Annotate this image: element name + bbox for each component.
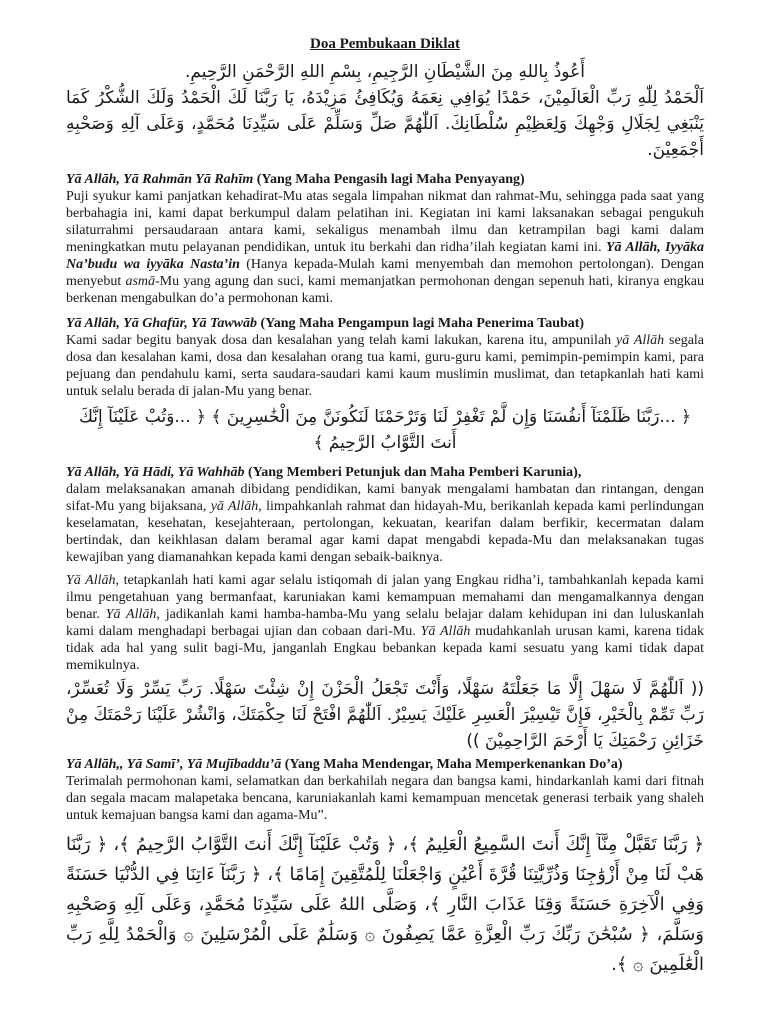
s4-text-2: , tetapkanlah hati kami agar selalu istiqomah di jalan yang Engkau ridha’i, tambahkanlah kepada kami ilmu pengetahuan yang bermanfaat, karuniakan kami kemampuan memahami dan mengamalkannya dengan benar. [66, 573, 705, 622]
s4-text-6: mudahkanlah urusan kami, karena tidak tidak ada hal yang sulit bagi-Mu, janganlah Engkau bebankan kepada kami sesuatu yang kami tidak dapat memikulnya. [66, 624, 704, 673]
arabic-opening-hamdalah: اَلْحَمْدُ لِلّٰهِ رَبِّ الْعَالَمِيْنَ، حَمْدًا يُوَافِي نِعَمَهُ وَيُكَافِئُ مَزِيْدَهُ، يَا رَبَّنَا لَكَ الْحَمْدُ وَلَكَ الشُّكْرُ كَمَا يَنْبَغِي لِجَلَالِ وَجْهِكَ وَلِعَظِيْمِ سُلْطَانِكَ. اَللّٰهُمَّ صَلِّ وَسَلِّمْ عَلَى سَيِّدِنَا مُحَمَّدٍ، وَعَلَى آلِهِ وَصَحْبِهِ أَجْمَعِيْنَ. [66, 88, 704, 160]
s3-text-3: , limpahkanlah rahmat dan hidayah-Mu, berikanlah kepada kami perlindungan keselamatan, kesehatan, kesejahteraan, pertolongan, kekuatan, kearifan dalam berfikir, kecermatan dalam bertindak, dan keikhlasan dalam beramal agar kami dapat mengabdi kepada-Mu dan melaksanakan tugas kewajiban yang diamanahkan kepada kami dengan sebaik-baiknya. [66, 499, 704, 565]
section-heading-5-rest: (Yang Maha Mendengar, Maha Memperkenankan Do’a) [281, 757, 623, 772]
section-heading-2-rest: (Yang Maha Pengampun lagi Maha Penerima Taubat) [257, 316, 585, 331]
section-paragraph-5: Terimalah permohonan kami, selamatkan dan berkahilah negara dan bangsa kami, hindarkanlah kami dari fitnah dan segala macam malapetaka bencana, karuniakanlah kami kemampuan mencetak generasi terbaik yang shaleh untuk kemajuan bangsa kami dan agama-Mu”. [66, 774, 704, 823]
section-heading-5-italic: Yā Allāh,, Yā Samī’, Yā Mujībaddu’ā [66, 757, 282, 772]
section-paragraph-2 [66, 332, 704, 400]
section-heading-2-italic: Yā Allāh, Yā Ghafūr, Yā Tawwāb [66, 316, 257, 331]
s1-text-5: -Mu yang agung dan suci, kami memanjatkan permohonan dengan sepenuh hati, kiranya engkau berkenan mengabulkan do’a permohonan kami. [66, 274, 704, 306]
section-paragraph-4 [66, 572, 704, 674]
s1-text-1: Puji syukur kami panjatkan kehadirat-Mu atas segala limpahan nikmat dan rahmat-Mu, sehingga pada saat yang berbahagia ini, kami dapat berkumpul dalam pelatihan ini. Kegiatan ini kami laksanakan sebagai pengukuh silaturrahmi persaudaraan antara kami, sekaligus menambah ilmu dan ketrampilan bagi kami dalam meningkatkan mutu pelayanan pendidikan, untuk itu berkahi dan ridha’ilah kegiatan kami ini. [66, 189, 704, 255]
section-heading-1-italic: Yā Allāh, Yā Rahmān Yā Rahīm [66, 172, 254, 187]
section-heading-5 [66, 756, 704, 773]
s3-text-1: dalam melaksanakan amanah dibidang pendidikan, kami banyak mengalami hambatan dan rintangan, dengan sifat-Mu yang bijaksana, [66, 482, 704, 514]
arabic-closing-prayer: ﴿ رَبَّنَا تَقَبَّلْ مِنَّآ إِنَّكَ أَنتَ السَّمِيعُ الْعَلِيمُ ﴾، ﴿ وَتُبْ عَلَيْنَآ إِنَّكَ أَنتَ التَّوَّابُ الرَّحِيمُ ﴾، ﴿ رَبَّنَا هَبْ لَنَا مِنْ أَزْوَٰجِنَا وَذُرِّيَّٰتِنَا قُرَّةَ أَعْيُنٍ وَاجْعَلْنَا لِلْمُتَّقِينَ إِمَامًا ﴾، ﴿ رَبَّنَآ ءَاتِنَا فِي الدُّنْيَا حَسَنَةً وَفِي الْآخِرَةِ حَسَنَةً وَقِنَا عَذَابَ النَّارِ ﴾، وَصَلَّى اللهُ عَلَى سَيِّدِنَا مُحَمَّدٍ، وَعَلَى آلِهِ وَصَحْبِهِ وَسَلَّمَ، ﴿ سُبْحَٰنَ رَبِّكَ رَبِّ الْعِزَّةِ عَمَّا يَصِفُونَ ۞ وَسَلَٰمٌ عَلَى الْمُرْسَلِينَ ۞ وَالْحَمْدُ لِلَّهِ رَبِّ الْعَٰلَمِينَ ۞ ﴾. [66, 834, 704, 975]
arabic-opening-taawudz: أَعُوذُ بِاللهِ مِنَ الشَّيْطَانِ الرَّجِيمِ، بِسْمِ اللهِ الرَّحْمَنِ الرَّحِيمِ. [185, 62, 585, 82]
section-heading-2 [66, 315, 704, 332]
section-heading-3 [66, 464, 704, 481]
s3-text-2: yā Allāh [210, 499, 259, 514]
arabic-verse-taubat: ﴿ ...رَبَّنَا ظَلَمْنَآ أَنفُسَنَا وَإِن لَّمْ تَغْفِرْ لَنَا وَتَرْحَمْنَا لَنَكُونَنَّ مِنَ الْخَٰسِرِينَ ﴾ ﴿ ...وَتُبْ عَلَيْنَآ إِنَّكَ أَنتَ التَّوَّابُ الرَّحِيمُ ﴾ [78, 407, 692, 453]
s4-text-5: Yā Allāh [420, 624, 471, 639]
s4-text-4: , jadikanlah kami hamba-hamba-Mu yang selalu belajar dalam kehidupan ini dan luluskanlah kami dalam menghadapi berbagai ujian dan cobaan dari-Mu. [66, 607, 704, 639]
s1-text-4: asmā [125, 274, 155, 289]
section-heading-3-rest: (Yang Memberi Petunjuk dan Maha Pemberi Karunia), [244, 465, 582, 480]
s4-text-3: Yā Allāh [105, 607, 157, 622]
document-page [66, 36, 704, 980]
s2-text-2: yā Allāh [616, 333, 665, 348]
s2-text-3: segala dosa dan kesalahan kami, dosa dan kesalahan orang tua kami, guru-guru kami, pemimpin-pemimpin kami, para pejuang dan pendahulu kami, serta saudara-saudari kami kaum muslimin muslimat, dan tetapkanlah hati kami untuk selalu berada di jalan-Mu yang benar. [66, 333, 705, 399]
s1-text-3: (Hanya kepada-Mulah kami menyembah dan memohon pertolongan). Dengan menyebut [66, 257, 704, 289]
section-heading-3-italic: Yā Allāh, Yā Hādi, Yā Wahhāb [66, 465, 245, 480]
section-paragraph-3 [66, 481, 704, 566]
s2-text-1: Kami sadar begitu banyak dosa dan kesalahan yang telah kami lakukan, karena itu, ampunilah [66, 333, 617, 348]
s1-text-2: Yā Allāh, Iyyāka Na’budu wa iyyāka Nasta’in [66, 240, 705, 272]
s4-text-1: Yā Allāh [66, 573, 116, 588]
section-heading-1 [66, 171, 704, 188]
arabic-prayer-ease: (( اَللّٰهُمَّ لَا سَهْلَ إِلَّا مَا جَعَلْتَهُ سَهْلًا، وَأَنْتَ تَجْعَلُ الْحَزْنَ إِنْ شِئْتَ سَهْلًا. رَبِّ يَسِّرْ وَلَا تُعَسِّرْ، رَبِّ تَمِّمْ بِالْخَيْرِ، فَإِنَّ تَيْسِيْرَ الْعَسِرِ عَلَيْكَ يَسِيْرٌ. اَللّٰهُمَّ افْتَحْ لَنَا حِكْمَتَكَ، وَانْشُرْ عَلَيْنَا رَحْمَتَكَ مِنْ خَزَائِنِ رَحْمَتِكَ يَا أَرْحَمَ الرَّاحِمِيْنَ )) [66, 679, 704, 751]
section-heading-1-rest: (Yang Maha Pengasih lagi Maha Penyayang) [253, 172, 525, 187]
page-title: Doa Pembukaan Diklat [309, 36, 461, 52]
section-paragraph-1 [66, 188, 704, 307]
